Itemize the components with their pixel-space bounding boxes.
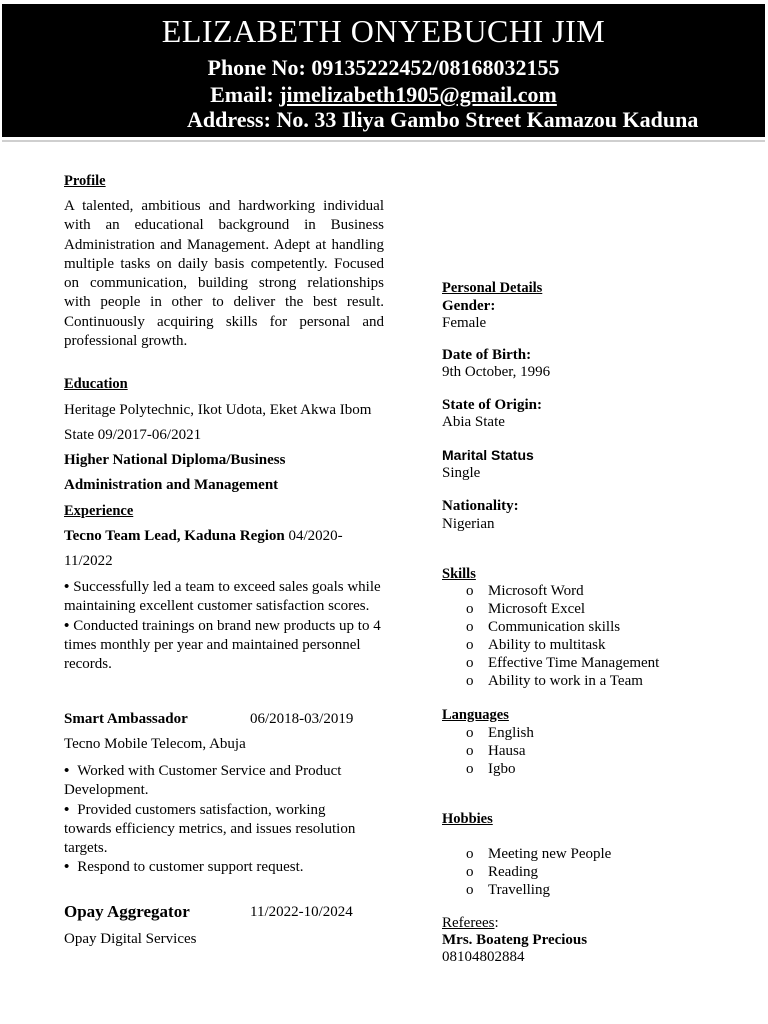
bullet-item: • Worked with Customer Service and Product Development. — [64, 763, 342, 799]
job3-title: Opay Aggregator — [64, 902, 190, 921]
bullet-item: • Conducted trainings on brand new products up to 4 times monthly per year and maintained personnel records. — [64, 617, 381, 673]
personal-details-heading: Personal Details — [442, 280, 543, 296]
hobbies-list — [442, 845, 742, 899]
job1-title: Tecno Team Lead, Kaduna Region — [64, 528, 285, 544]
nationality-value: Nigerian — [442, 516, 495, 532]
job3-dates: 11/2022-10/2024 — [250, 904, 353, 920]
nationality-label: Nationality: — [442, 498, 519, 514]
referee-phone: 08104802884 — [442, 949, 525, 965]
list-item: o Effective Time Management — [466, 655, 660, 671]
job1-header — [64, 524, 394, 574]
languages-list — [442, 724, 742, 778]
job1-bullets — [64, 578, 386, 674]
languages-heading: Languages — [442, 707, 509, 723]
school-line-2: State 09/2017-06/2021 — [64, 427, 202, 443]
circle-bullet-icon: o — [466, 725, 474, 741]
job2-bullets — [64, 762, 374, 878]
circle-bullet-icon: o — [466, 882, 474, 898]
education-heading: Education — [64, 376, 128, 392]
circle-bullet-icon: o — [466, 761, 474, 777]
dob-label: Date of Birth: — [442, 347, 532, 363]
bullet-item: • Respond to customer support request. — [64, 859, 304, 876]
list-item: o English — [466, 725, 534, 741]
email-line — [2, 81, 765, 109]
circle-bullet-icon: o — [466, 846, 474, 862]
circle-bullet-icon: o — [466, 601, 474, 617]
bullet-icon: • — [64, 801, 70, 818]
gender-value: Female — [442, 315, 487, 331]
experience-heading: Experience — [64, 503, 134, 519]
school-line-1: Heritage Polytechnic, Ikot Udota, Eket Akwa Ibom — [64, 402, 372, 418]
gender-label: Gender: — [442, 298, 496, 314]
bullet-icon: • — [64, 579, 70, 595]
job2-title: Smart Ambassador — [64, 711, 188, 727]
origin-label: State of Origin: — [442, 397, 542, 413]
list-item: o Igbo — [466, 761, 516, 777]
marital-label: Marital Status — [442, 447, 534, 463]
bullet-icon: • — [64, 617, 70, 634]
skills-heading: Skills — [442, 566, 476, 582]
list-item: o Travelling — [466, 882, 550, 898]
job1-dates-end: 11/2022 — [64, 553, 113, 569]
list-item: o Meeting new People — [466, 846, 612, 862]
resume-header — [2, 4, 765, 137]
degree-line-2: Administration and Management — [64, 477, 279, 493]
origin-value: Abia State — [442, 414, 505, 430]
marital-value: Single — [442, 465, 481, 481]
job2-dates: 06/2018-03/2019 — [250, 711, 354, 727]
circle-bullet-icon: o — [466, 864, 474, 880]
bullet-item: • Successfully led a team to exceed sales goals while maintaining excellent customer satisfaction scores. — [64, 579, 381, 615]
email-link[interactable]: jimelizabeth1905@gmail.com — [279, 82, 557, 107]
circle-bullet-icon: o — [466, 743, 474, 759]
circle-bullet-icon: o — [466, 619, 474, 635]
referees-heading: Referees: — [442, 915, 499, 931]
bullet-item: • Provided customers satisfaction, working towards efficiency metrics, and issues resolution targets. — [64, 801, 356, 857]
candidate-name: ELIZABETH ONYEBUCHI JIM — [161, 13, 606, 49]
address-line: Address: No. 33 Iliya Gambo Street Kamazou Kaduna — [187, 107, 699, 132]
circle-bullet-icon: o — [466, 673, 474, 689]
list-item: o Hausa — [466, 743, 526, 759]
referee-name: Mrs. Boateng Precious — [442, 932, 588, 948]
list-item: o Reading — [466, 864, 538, 880]
degree-line-1: Higher National Diploma/Business — [64, 452, 286, 468]
job3-company: Opay Digital Services — [64, 931, 197, 947]
education-school — [64, 398, 394, 498]
profile-heading: Profile — [64, 173, 106, 189]
profile-text: A talented, ambitious and hardworking individual with an educational background in Business Administration and Management. Adept at handling multiple tasks on daily basis competently. Focused on communication, building strong relationships with people in other to deliver the best result. Continuously acquiring skills for personal and professional growth. — [64, 198, 384, 350]
circle-bullet-icon: o — [466, 583, 474, 599]
list-item: o Ability to multitask — [466, 637, 606, 653]
skills-list — [442, 582, 742, 690]
list-item: o Ability to work in a Team — [466, 673, 643, 689]
hobbies-heading: Hobbies — [442, 811, 493, 827]
dob-value: 9th October, 1996 — [442, 364, 551, 380]
bullet-icon: • — [64, 763, 70, 779]
list-item: o Microsoft Excel — [466, 601, 586, 617]
circle-bullet-icon: o — [466, 637, 474, 653]
header-divider — [2, 140, 765, 142]
phone-number: Phone No: 09135222452/08168032155 — [207, 55, 560, 80]
circle-bullet-icon: o — [466, 655, 474, 671]
list-item: o Communication skills — [466, 619, 621, 635]
list-item: o Microsoft Word — [466, 583, 584, 599]
email-label: Email: — [210, 82, 280, 107]
bullet-icon: • — [64, 859, 70, 876]
job1-dates-start: 04/2020- — [284, 528, 343, 544]
job2-company: Tecno Mobile Telecom, Abuja — [64, 736, 246, 752]
